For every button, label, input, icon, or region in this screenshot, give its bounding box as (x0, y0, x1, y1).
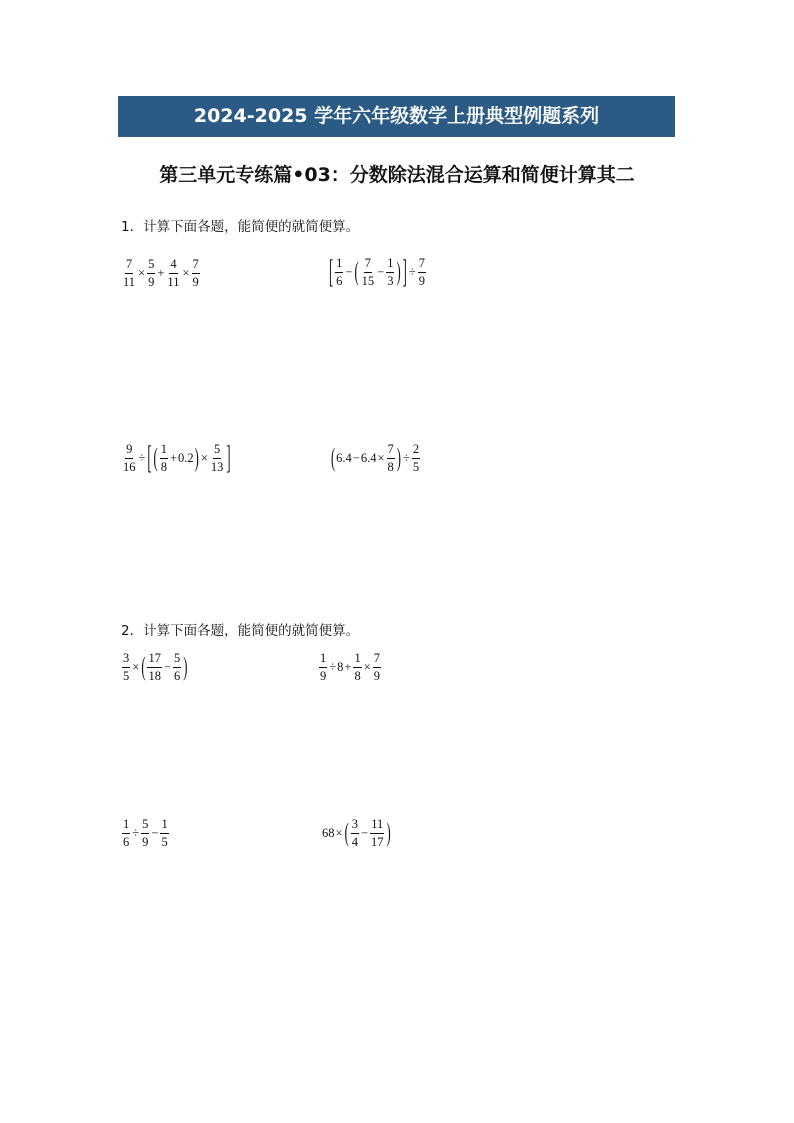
decimal-number: 6.4 (336, 451, 352, 466)
times-sign: × (132, 660, 140, 675)
minus-sign: − (163, 660, 172, 675)
numerator: 5 (173, 652, 181, 668)
question-1-expression-2 (328, 253, 427, 291)
denominator: 9 (418, 274, 425, 288)
denominator: 15 (361, 274, 375, 288)
numerator: 3 (351, 818, 359, 834)
fraction (147, 258, 155, 289)
denominator: 5 (123, 669, 130, 683)
times-sign: × (335, 826, 343, 841)
minus-sign: − (352, 451, 360, 466)
question-2-expression-1 (121, 652, 188, 683)
numerator: 7 (387, 443, 395, 459)
left-paren: ( (153, 443, 158, 473)
plus-sign: + (157, 266, 165, 281)
times-sign: × (200, 451, 208, 466)
fraction (141, 818, 149, 849)
denominator: 17 (371, 835, 384, 849)
divide-sign: ÷ (132, 826, 140, 841)
denominator: 11 (167, 275, 180, 289)
fraction (192, 258, 200, 289)
numerator: 1 (160, 443, 168, 459)
denominator: 9 (148, 275, 155, 289)
denominator: 5 (161, 835, 168, 849)
fraction (160, 443, 168, 474)
fraction (353, 652, 361, 683)
question-2-expression-2 (318, 652, 382, 683)
numerator: 7 (418, 257, 426, 273)
denominator: 18 (148, 669, 161, 683)
numerator: 1 (353, 652, 361, 668)
denominator: 6 (336, 274, 343, 288)
fraction (210, 443, 225, 474)
denominator: 8 (354, 669, 361, 683)
minus-sign: − (345, 265, 353, 280)
numerator: 1 (160, 818, 168, 834)
fraction (122, 652, 130, 683)
left-paren: ( (354, 257, 359, 287)
plus-sign: + (344, 660, 352, 675)
fraction (418, 257, 426, 288)
denominator: 9 (142, 835, 149, 849)
plus-sign: + (169, 451, 178, 466)
question-1-expression-4 (330, 443, 421, 474)
right-bracket: ] (226, 439, 231, 477)
numerator: 1 (386, 257, 394, 273)
fraction (412, 443, 420, 474)
divide-sign: ÷ (329, 660, 337, 675)
minus-sign: − (377, 265, 385, 280)
minus-sign: − (151, 826, 159, 841)
fraction (351, 818, 359, 849)
denominator: 6 (174, 669, 181, 683)
numerator: 5 (147, 258, 155, 274)
right-paren: ) (386, 818, 391, 848)
numerator: 7 (364, 257, 372, 273)
divide-sign: ÷ (408, 265, 416, 280)
title-banner: 2024-2025 学年六年级数学上册典型例题系列 (118, 96, 675, 137)
question-1-expression-3 (121, 439, 232, 477)
numerator: 7 (192, 258, 200, 274)
left-bracket: [ (147, 439, 152, 477)
denominator: 5 (412, 460, 420, 474)
fraction (361, 257, 376, 288)
right-paren: ) (183, 652, 188, 682)
right-paren: ) (396, 443, 401, 473)
question-1-label: 1．计算下面各题，能简便的就简便算。 (121, 219, 360, 235)
divide-sign: ÷ (138, 451, 146, 466)
decimal-number: 6.4 (360, 451, 377, 466)
fraction (147, 652, 162, 683)
fraction (122, 258, 136, 289)
numerator: 9 (125, 443, 133, 459)
numerator: 5 (213, 443, 221, 459)
fraction (166, 258, 180, 289)
fraction (335, 257, 343, 288)
denominator: 13 (210, 460, 224, 474)
question-2-expression-4 (322, 818, 392, 849)
fraction (173, 652, 181, 683)
minus-sign: − (360, 826, 369, 841)
fraction (373, 652, 381, 683)
question-2-expression-3 (121, 818, 170, 849)
decimal-number: 0.2 (178, 451, 194, 466)
numerator: 5 (141, 818, 149, 834)
left-paren: ( (344, 818, 349, 848)
denominator: 8 (160, 460, 167, 474)
numerator: 1 (335, 257, 343, 273)
denominator: 16 (123, 460, 136, 474)
fraction (160, 818, 168, 849)
denominator: 8 (387, 460, 394, 474)
left-paren: ( (141, 652, 146, 682)
numerator: 1 (319, 652, 327, 668)
numerator: 3 (122, 652, 130, 668)
number: 68 (322, 826, 335, 841)
denominator: 11 (123, 275, 136, 289)
times-sign: × (138, 266, 146, 281)
right-paren: ) (396, 257, 401, 287)
fraction (319, 652, 327, 683)
right-paren: ) (194, 443, 199, 473)
denominator: 9 (320, 669, 327, 683)
numerator: 7 (373, 652, 381, 668)
numerator: 1 (122, 818, 130, 834)
times-sign: × (377, 451, 385, 466)
left-paren: ( (331, 443, 336, 473)
denominator: 3 (387, 274, 394, 288)
page-subtitle: 第三单元专练篇•03：分数除法混合运算和简便计算其二 (159, 164, 635, 186)
numerator: 7 (125, 258, 133, 274)
fraction (370, 818, 385, 849)
numerator: 17 (147, 652, 162, 668)
numerator: 4 (169, 258, 177, 274)
denominator: 6 (123, 835, 130, 849)
numerator: 2 (412, 443, 420, 459)
question-2-label: 2．计算下面各题，能简便的就简便算。 (121, 623, 360, 639)
fraction (122, 818, 130, 849)
divide-sign: ÷ (402, 451, 410, 466)
fraction (122, 443, 137, 474)
right-bracket: ] (402, 253, 407, 291)
times-sign: × (363, 660, 371, 675)
denominator: 4 (351, 835, 358, 849)
denominator: 9 (373, 669, 380, 683)
fraction (386, 257, 394, 288)
denominator: 9 (192, 275, 199, 289)
numerator: 11 (370, 818, 384, 834)
number: 8 (337, 660, 344, 675)
times-sign: × (182, 266, 190, 281)
question-1-expression-1 (121, 258, 201, 289)
fraction (387, 443, 395, 474)
left-bracket: [ (329, 253, 334, 291)
